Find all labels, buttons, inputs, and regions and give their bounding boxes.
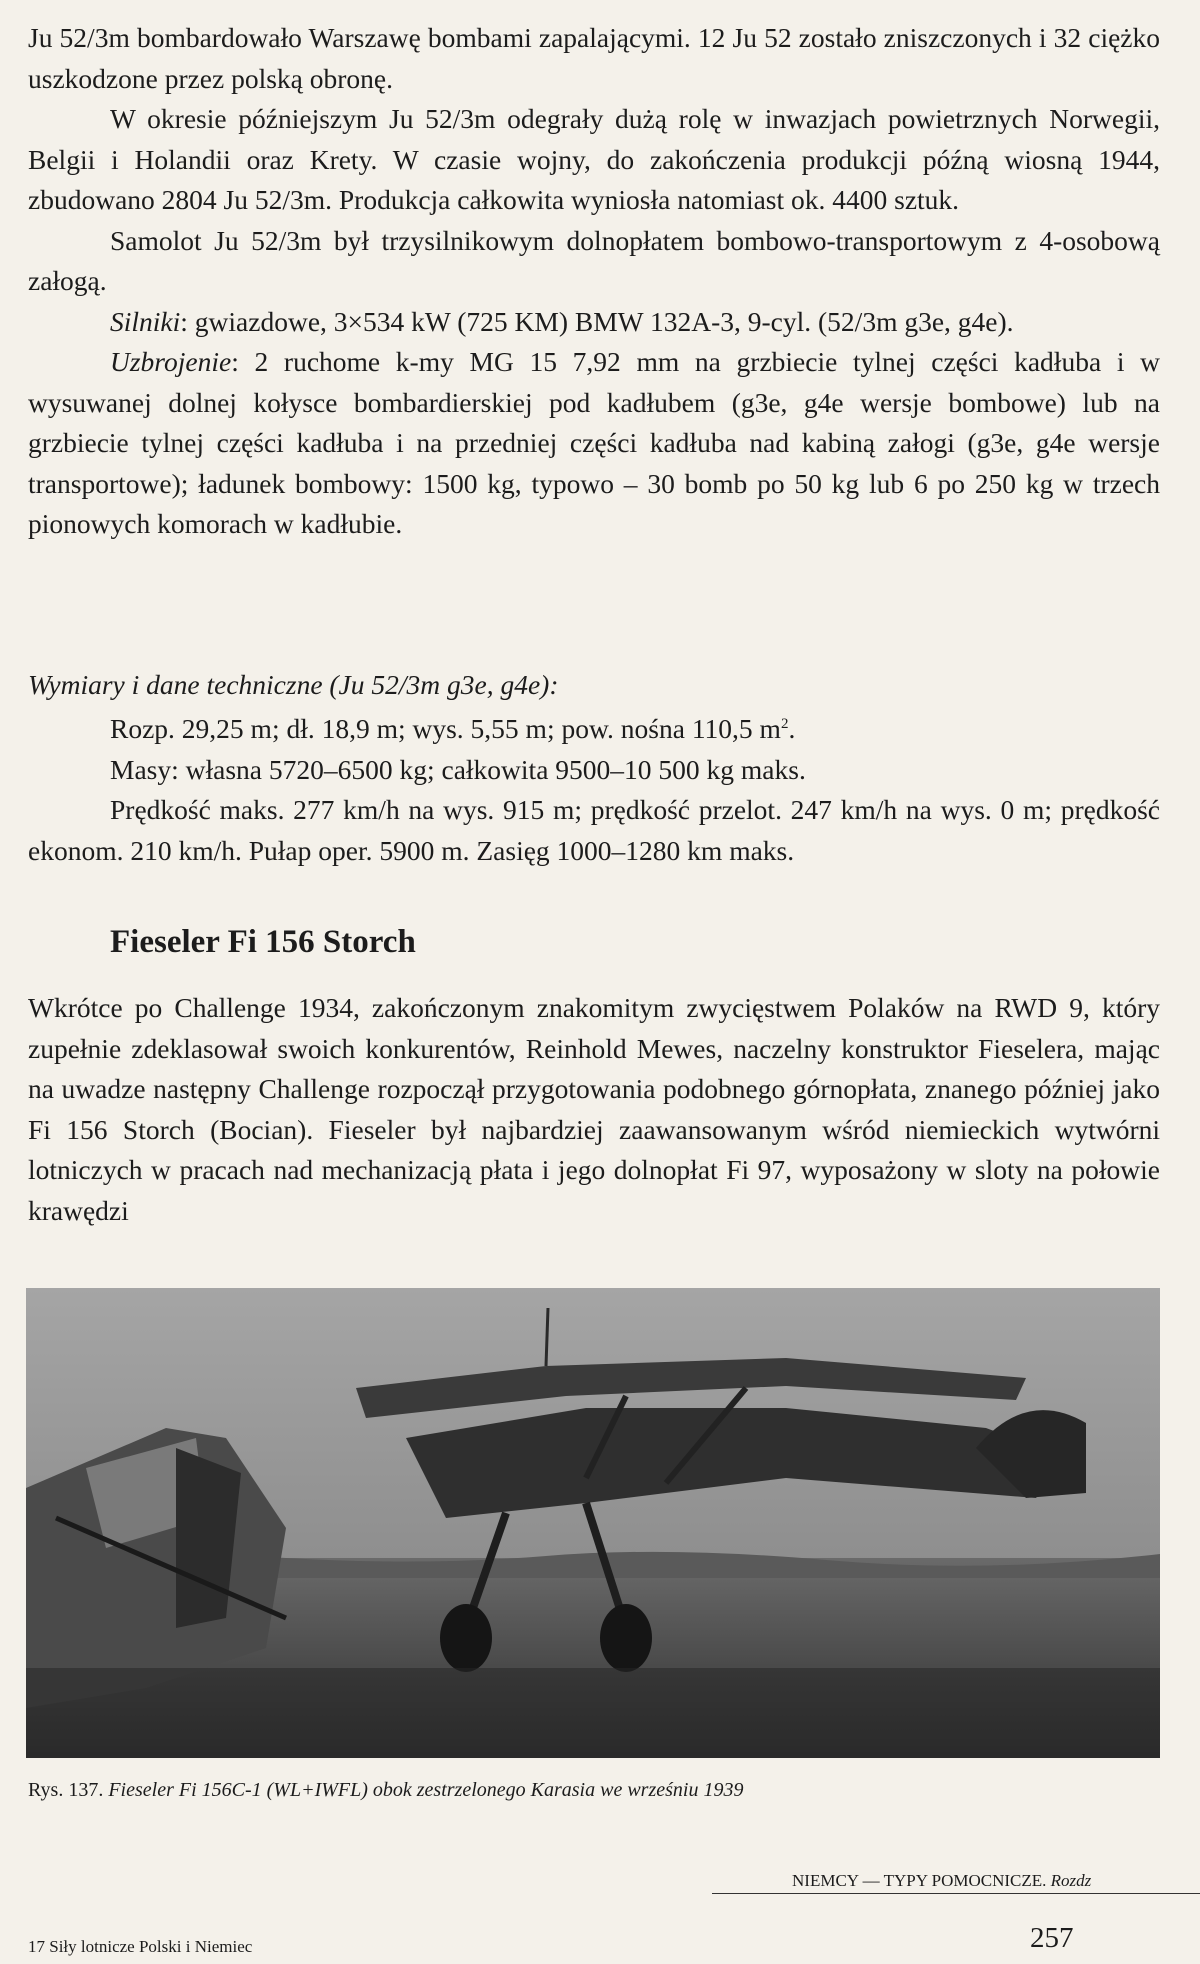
paragraph-ju52-description: Samolot Ju 52/3m był trzysilnikowym dolnopłatem bombowo-transportowym z 4-osobową załogą. xyxy=(28,224,1160,296)
dimensions-block xyxy=(28,704,1160,871)
figure-caption xyxy=(28,1776,1168,1804)
paragraph-storch: Wkrótce po Challenge 1934, zakończonym znakomitym zwycięstwem Polaków na RWD 9, który zupełnie zdeklasował swoich konkurentów, Reinhold Mewes, naczelny konstruktor Fieselera, mając na uwadze następny Challenge rozpoczął przygotowania podobnego górnopłata, znanego później jako Fi 156 Storch (Bocian). Fieseler był najbardziej zaawansowanym wśród niemieckich wytwórni lotniczych w pracach nad mechanizacją płata i jego dolnopłat Fi 97, wyposażony w sloty na połowie krawędzi xyxy=(28,992,1160,1226)
engines-text: : gwiazdowe, 3×534 kW (725 KM) BMW 132A-3, 9-cyl. (52/3m g3e, g4e). xyxy=(180,305,1014,337)
armament-text: : 2 ruchome k-my MG 15 7,92 mm na grzbiecie tylnej części kadłuba i w wysuwanej dolnej kołysce bombardierskiej pod kadłubem (g3e, g4e wersje bombowe) lub na grzbiecie tylnej części kadłuba i na przedniej części kadłuba nad kabiną załogi (g3e, g4e wersje transportowe); ładunek bombowy: 1500 kg, typowo – 30 bomb po 50 kg lub 6 po 250 kg w trzech pionowych komorach w kadłubie. xyxy=(28,346,1160,539)
paragraph-engines xyxy=(28,302,1160,343)
engines-label: Silniki xyxy=(110,305,181,337)
paragraph-ju52-later-use: W okresie późniejszym Ju 52/3m odegrały dużą rolę w inwazjach powietrznych Norwegii, Belgii i Holandii oraz Krety. W czasie wojny, do zakończenia produkcji późną wiosną 1944, zbudowano 2804 Ju 52/3m. Produkcja całkowita wyniosła natomiast ok. 4400 sztuk. xyxy=(28,103,1160,215)
figure-number: Rys. 137. xyxy=(28,1779,104,1801)
page-number: 257 xyxy=(1030,1922,1074,1954)
running-head: NIEMCY — TYPY POMOCNICZE. Rozdz xyxy=(712,1869,1200,1894)
signature-mark: 17 Siły lotnicze Polski i Niemiec xyxy=(28,1937,253,1956)
dimensions-line-2: Masy: własna 5720–6500 kg; całkowita 9500–10 500 kg maks. xyxy=(110,753,806,785)
intro-text xyxy=(28,18,1160,545)
figure-caption-text: Fieseler Fi 156C-1 (WL+IWFL) obok zestrzelonego Karasia we wrześniu 1939 xyxy=(103,1779,744,1801)
armament-label: Uzbrojenie xyxy=(110,346,232,377)
dimensions-line-3: Prędkość maks. 277 km/h na wys. 915 m; prędkość przelot. 247 km/h na wys. 0 m; prędkość ekonom. 210 km/h. Pułap oper. 5900 m. Zasięg 1000–1280 km maks. xyxy=(28,794,1160,866)
paragraph-armament xyxy=(28,342,1160,545)
paragraph-ju52-bombing: Ju 52/3m bombardowało Warszawę bombami zapalającymi. 12 Ju 52 zostało zniszczonych i 32 ciężko uszkodzone przez polską obronę. xyxy=(28,22,1160,94)
dimensions-line-1: Rozp. 29,25 m; dł. 18,9 m; wys. 5,55 m; pow. nośna 110,5 $m^2$. xyxy=(110,713,796,745)
aircraft-photo xyxy=(26,1288,1160,1758)
section-title: Fieseler Fi 156 Storch xyxy=(110,924,416,960)
dimensions-heading: Wymiary i dane techniczne (Ju 52/3m g3e, g4e): xyxy=(28,669,559,700)
storch-photo-drawing xyxy=(26,1288,1160,1758)
storch-text xyxy=(28,988,1160,1231)
